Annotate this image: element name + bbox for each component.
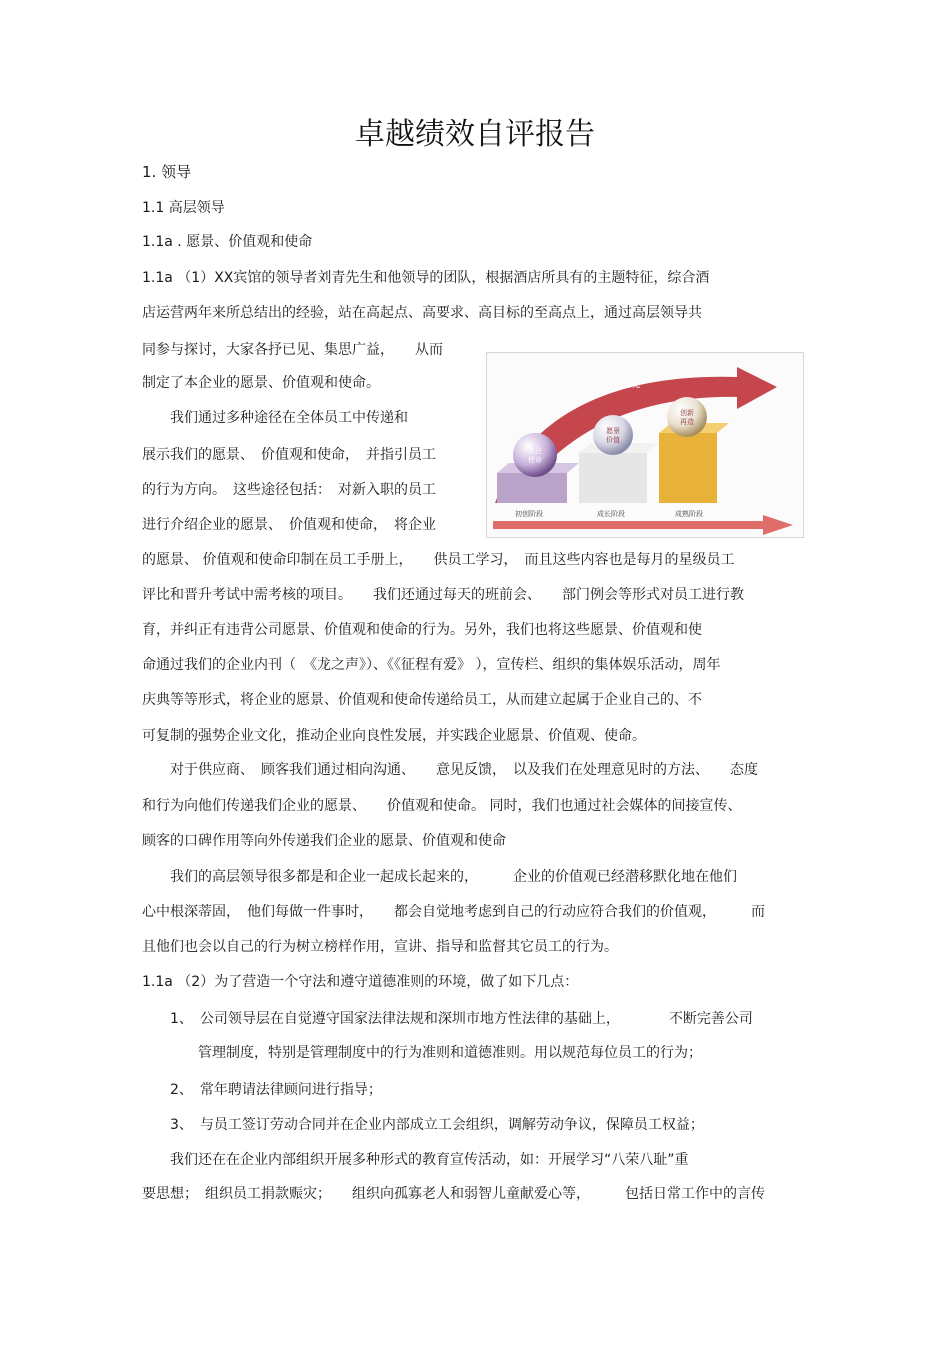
sphere-1-line: 关注 xyxy=(528,447,542,455)
list-item: 3、 与员工签订劳动合同并在企业内部成立工会组织，调解劳动争议，保障员工权益； xyxy=(142,1117,704,1133)
body-line: 育，并纠正有违背公司愿景、价值观和使命的行为。另外，我们也将这些愿景、价值观和使 xyxy=(142,622,702,638)
stage-label-1: 初创阶段 xyxy=(515,510,543,518)
sphere-3-line: 再造 xyxy=(680,418,694,426)
body-line: 我们的高层领导很多都是和企业一起成长起来的， 企业的价值观已经潜移默化地在他们 xyxy=(142,869,737,885)
sphere-1-line: 使命 xyxy=(528,456,542,464)
sphere-3-line: 创新 xyxy=(680,409,694,417)
body-line: 对于供应商、 顾客我们通过相向沟通、 意见反馈， 以及我们在处理意见时的方法、 态度 xyxy=(142,762,758,778)
sphere-2 xyxy=(593,415,633,455)
body-line: 1.1a （2）为了营造一个守法和遵守道德准则的环境，做了如下几点： xyxy=(142,974,579,990)
step-3 xyxy=(659,433,717,503)
body-line: 和行为向他们传递我们企业的愿景、 价值观和使命。 同时，我们也通过社会媒体的间接宣传、 xyxy=(142,798,742,814)
body-line: 心中根深蒂固， 他们每做一件事时， 都会自觉地考虑到自己的行动应符合我们的价值观， 而 xyxy=(142,904,765,920)
stage-label-3: 成熟阶段 xyxy=(675,510,703,518)
list-item-continuation: 管理制度，特别是管理制度中的行为准则和道德准则。用以规范每位员工的行为； xyxy=(142,1045,702,1061)
step-2 xyxy=(579,453,647,503)
body-line: 店运营两年来所总结出的经验，站在高起点、高要求、高目标的至高点上，通过高层领导共 xyxy=(142,305,702,321)
body-line: 庆典等等形式，将企业的愿景、价值观和使命传递给员工，从而建立起属于企业自己的、不 xyxy=(142,692,702,708)
body-line: 制定了本企业的愿景、价值观和使命。 xyxy=(142,375,380,391)
list-item: 1、 公司领导层在自觉遵守国家法律法规和深圳市地方性法律的基础上， 不断完善公司 xyxy=(142,1011,753,1027)
sphere-1 xyxy=(513,433,557,477)
list-item: 2、 常年聘请法律顾问进行指导； xyxy=(142,1082,382,1098)
body-line: 可复制的强势企业文化，推动企业向良性发展，并实践企业愿景、价值观、使命。 xyxy=(142,728,646,744)
body-line: 的愿景、 价值观和使命印制在员工手册上， 供员工学习， 而且这些内容也是每月的星级员工 xyxy=(142,552,735,568)
body-line: 展示我们的愿景、 价值观和使命， 并指引员工 xyxy=(142,447,436,463)
body-line: 我们通过多种途径在全体员工中传递和 xyxy=(142,410,408,426)
body-line: 1.1a （1）XX宾馆的领导者刘青先生和他领导的团队，根据酒店所具有的主题特征，综合酒 xyxy=(142,270,710,286)
stage-diagram xyxy=(487,353,803,537)
body-line: 要思想； 组织员工捐款赈灾； 组织向孤寡老人和弱智儿童献爱心等， 包括日常工作中的言传 xyxy=(142,1186,765,1202)
subsection-heading: 1.1 高层领导 xyxy=(142,200,225,216)
sphere-3 xyxy=(667,397,707,437)
step-1 xyxy=(497,473,567,503)
page-title: 卓越绩效自评报告 xyxy=(355,117,595,152)
sphere-2-line: 价值 xyxy=(606,436,620,444)
body-line: 同参与探讨，大家各抒已见、集思广益， 从而 xyxy=(142,342,443,358)
body-line: 进行介绍企业的愿景、 价值观和使命， 将企业 xyxy=(142,517,436,533)
body-line: 的行为方向。 这些途径包括： 对新入职的员工 xyxy=(142,482,436,498)
section-heading: 1. 领导 xyxy=(142,163,192,181)
body-line: 我们还在在企业内部组织开展多种形式的教育宣传活动，如：开展学习“八荣八耻”重 xyxy=(142,1152,689,1168)
subsubsection-heading: 1.1a . 愿景、价值观和使命 xyxy=(142,234,313,250)
body-line: 且他们也会以自己的行为树立榜样作用，宣讲、指导和监督其它员工的行为。 xyxy=(142,939,618,955)
timeline-arrow xyxy=(493,515,793,535)
body-line: 命通过我们的企业内刊（ 《龙之声》）、《《征程有爱》 ），宣传栏、组织的集体娱乐活动，周年 xyxy=(142,657,721,673)
sphere-2-line: 愿景 xyxy=(606,427,620,435)
body-line: 顾客的口碑作用等向外传递我们企业的愿景、价值观和使命 xyxy=(142,833,506,849)
arrow-label: 价值观 xyxy=(607,377,640,390)
body-line: 评比和晋升考试中需考核的项目。 我们还通过每天的班前会、 部门例会等形式对员工进行教 xyxy=(142,587,744,603)
values-stage-figure xyxy=(486,352,804,538)
stage-label-2: 成长阶段 xyxy=(597,510,625,518)
